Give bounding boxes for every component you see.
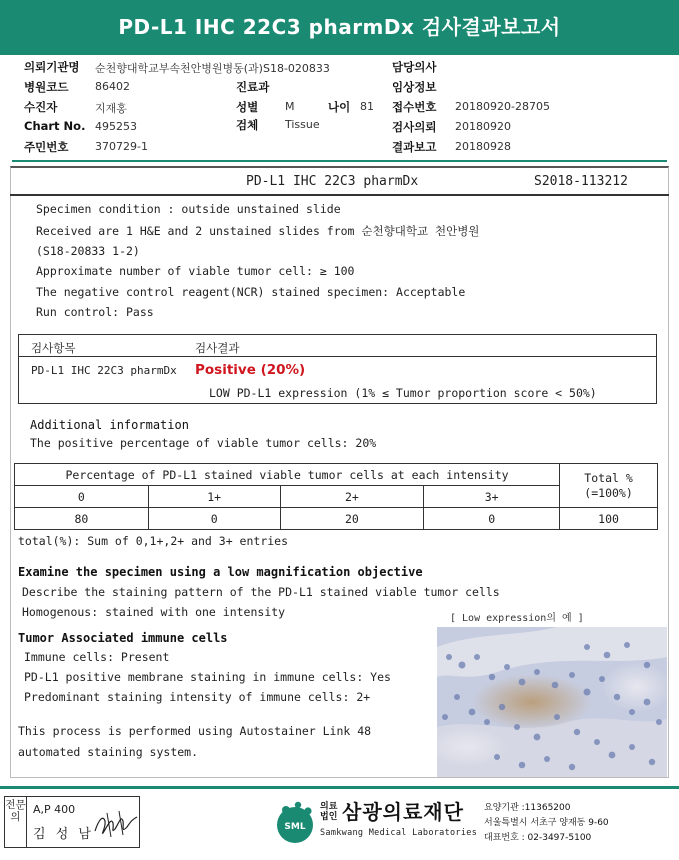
image-caption: [ Low expression의 예 ] xyxy=(450,613,584,624)
report-header xyxy=(10,170,669,196)
intensity-table xyxy=(14,463,658,530)
chart-label: Chart No. xyxy=(24,119,86,133)
institution-value: 순천향대학교부속천안병원병동(과)S18-020833 xyxy=(95,62,330,75)
immune-line-2: PD-L1 positive membrane staining in immune cells: Yes xyxy=(24,670,391,684)
value-3: 0 xyxy=(424,508,560,530)
specimen-value: Tissue xyxy=(285,118,320,131)
specialist-label: 전문의 xyxy=(5,797,27,847)
micrograph-image xyxy=(437,627,667,777)
doctor-label: 담당의사 xyxy=(392,60,437,74)
additional-text: The positive percentage of viable tumor cells: 20% xyxy=(30,436,377,450)
result-positive: Positive (20%) xyxy=(195,362,306,378)
corp-line-1: 의료 xyxy=(320,802,338,812)
immune-heading: Tumor Associated immune cells xyxy=(18,631,228,645)
value-total: 100 xyxy=(560,508,658,530)
ncr-status: The negative control reagent(NCR) stained specimen: Acceptable xyxy=(36,285,466,299)
level-2: 2+ xyxy=(280,486,424,508)
process-line-1: This process is performed using Autostainer Link 48 xyxy=(18,724,372,738)
hospital-code-label: 병원코드 xyxy=(24,80,69,94)
resident-label: 주민번호 xyxy=(24,140,69,154)
company-contact xyxy=(484,801,609,846)
report-date-label: 결과보고 xyxy=(392,140,437,154)
specialist-name: 김 성 남 xyxy=(33,827,94,842)
process-line-2: automated staining system. xyxy=(18,745,199,759)
report-date-value: 20180928 xyxy=(455,140,511,153)
value-0: 80 xyxy=(15,508,149,530)
footer-divider xyxy=(0,786,679,789)
clinical-label: 임상정보 xyxy=(392,80,437,94)
age-label: 나이 xyxy=(328,100,351,114)
specialist-code: A,P 400 xyxy=(33,803,76,816)
run-control: Run control: Pass xyxy=(36,305,154,319)
resident-value: 370729-1 xyxy=(95,140,148,153)
company-phone: 대표번호 : 02-3497-5100 xyxy=(484,833,592,843)
result-col-item: 검사항목 xyxy=(31,341,76,355)
total-header: Total % xyxy=(584,470,633,485)
sex-value: M xyxy=(285,100,295,113)
viable-tumor-count: Approximate number of viable tumor cell: ≥ 100 xyxy=(36,264,355,278)
collector-value: 지재홍 xyxy=(95,102,127,115)
micrograph-illustration xyxy=(437,627,667,777)
hospital-code-value: 86402 xyxy=(95,80,130,93)
sex-label: 성별 xyxy=(236,100,259,114)
level-3: 3+ xyxy=(424,486,560,508)
specimen-condition: Specimen condition : outside unstained slide xyxy=(36,202,341,216)
total-note: total(%): Sum of 0,1+,2+ and 3+ entries xyxy=(18,534,289,548)
age-value: 81 xyxy=(360,100,374,113)
result-item: PD-L1 IHC 22C3 pharmDx xyxy=(31,364,177,377)
logo-text: SML xyxy=(284,822,306,832)
collector-label: 수진자 xyxy=(24,100,58,114)
institution-number: 요양기관 :11365200 xyxy=(484,803,571,813)
immune-line-3: Predominant staining intensity of immune cells: 2+ xyxy=(24,690,371,704)
report-header-number: S2018-113212 xyxy=(534,174,628,189)
request-label: 검사의뢰 xyxy=(392,120,437,134)
result-col-result: 검사결과 xyxy=(195,341,240,355)
total-header-cell xyxy=(560,464,658,508)
specialist-confirm-box xyxy=(4,796,140,848)
result-expression: LOW PD-L1 expression (1% ≤ Tumor proportion score < 50%) xyxy=(209,386,597,400)
company-name-en: Samkwang Medical Laboratories xyxy=(320,828,478,838)
value-1: 0 xyxy=(148,508,280,530)
result-header-row xyxy=(19,335,656,357)
slide-ids: (S18-20833 1-2) xyxy=(36,244,140,258)
request-value: 20180920 xyxy=(455,120,511,133)
result-box xyxy=(18,334,657,404)
receipt-label: 접수번호 xyxy=(392,100,437,114)
institution-label: 의뢰기관명 xyxy=(24,60,80,74)
company-address: 서울특별시 서초구 양재동 9-60 xyxy=(484,818,609,828)
company-logo xyxy=(272,796,482,852)
signature-icon xyxy=(93,809,139,839)
examine-heading: Examine the specimen using a low magnification objective xyxy=(18,565,423,579)
department-label: 진료과 xyxy=(236,80,270,94)
info-divider xyxy=(12,160,667,162)
received-slides: Received are 1 H&E and 2 unstained slides from 순천향대학교 천안병원 xyxy=(36,224,480,238)
intensity-header: Percentage of PD-L1 stained viable tumor cells at each intensity xyxy=(15,464,560,486)
level-0: 0 xyxy=(15,486,149,508)
corp-type xyxy=(320,802,337,822)
sml-logo-icon xyxy=(272,800,318,846)
patient-info xyxy=(0,55,679,162)
total-subheader: (=100%) xyxy=(584,485,633,500)
examine-line-2: Homogenous: stained with one intensity xyxy=(22,605,286,619)
additional-heading: Additional information xyxy=(30,418,189,432)
company-name: 삼광의료재단 xyxy=(342,800,464,824)
specimen-label: 검체 xyxy=(236,118,259,132)
report-header-title: PD-L1 IHC 22C3 pharmDx xyxy=(246,174,419,189)
immune-line-1: Immune cells: Present xyxy=(24,650,170,664)
corp-line-2: 법인 xyxy=(320,812,338,822)
chart-value: 495253 xyxy=(95,120,137,133)
value-2: 20 xyxy=(280,508,424,530)
examine-line-1: Describe the staining pattern of the PD-L1 stained viable tumor cells xyxy=(22,585,500,599)
receipt-value: 20180920-28705 xyxy=(455,100,550,113)
level-1: 1+ xyxy=(148,486,280,508)
report-title: PD-L1 IHC 22C3 pharmDx 검사결과보고서 xyxy=(0,0,679,55)
